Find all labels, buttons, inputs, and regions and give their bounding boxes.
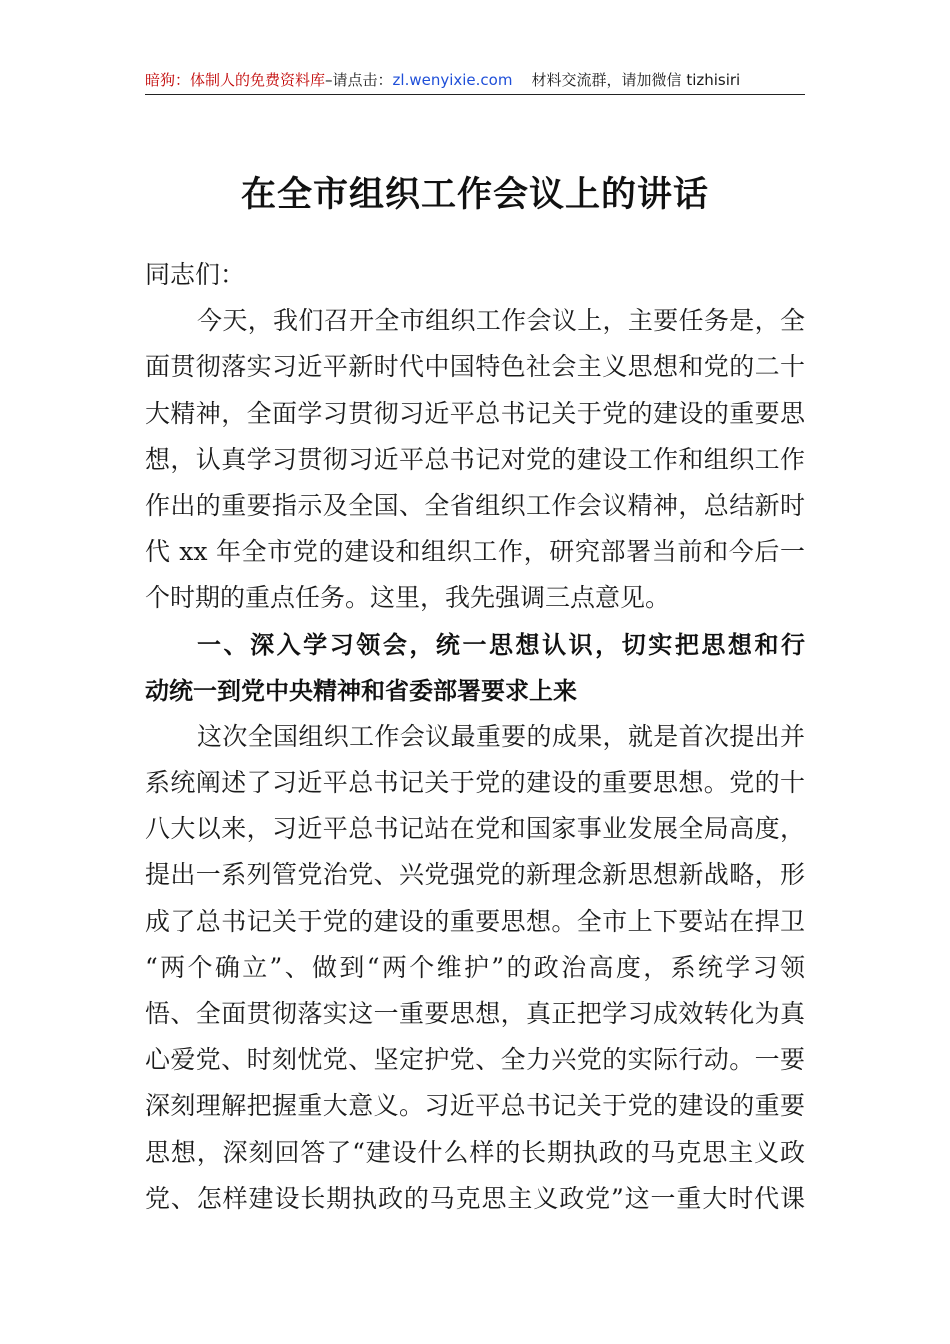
paragraph-2-line-5: 成了总书记关于党的建设的重要思想。全市上下要站在捍卫 [145,906,805,936]
section-heading-line-2: 动统一到党中央精神和省委部署要求上来 [145,676,577,705]
header-contact: 材料交流群，请加微信 tizhisiri [531,71,741,89]
header-brand: 暗狗：体制人的免费资料库 [145,71,326,89]
paragraph-2-line-1: 这次全国组织工作会议最重要的成果，就是首次提出并 [197,721,805,751]
paragraph-2-line-4: 提出一系列管党治党、兴党强党的新理念新思想新战略，形 [145,860,805,890]
paragraph-2-line-9: 深刻理解把握重大意义。习近平总书记关于党的建设的重要 [145,1091,805,1121]
header-divider [145,94,805,95]
section-heading-line-1: 一、深入学习领会，统一思想认识，切实把思想和行 [197,630,805,659]
paragraph-1-line-1: 今天，我们召开全市组织工作会议上，主要任务是，全 [197,306,805,336]
paragraph-1-line-5: 作出的重要指示及全国、全省组织工作会议精神，总结新时 [145,490,805,520]
document-body [145,252,805,1222]
header-prompt: –请点击： [325,71,393,89]
paragraph-1-line-6: 代 xx 年全市党的建设和组织工作，研究部署当前和今后一 [145,537,805,567]
salutation: 同志们： [145,260,246,289]
paragraph-2-line-2: 系统阐述了习近平总书记关于党的建设的重要思想。党的十 [145,768,805,798]
paragraph-1-line-3: 大精神，全面学习贯彻习近平总书记关于党的建设的重要思 [145,398,805,428]
paragraph-1-line-2: 面贯彻落实习近平新时代中国特色社会主义思想和党的二十 [145,352,805,382]
paragraph-2-line-3: 八大以来，习近平总书记站在党和国家事业发展全局高度， [145,814,805,844]
header-link[interactable]: zl.wenyixie.com [392,71,513,89]
page-header [145,66,805,94]
paragraph-2-line-10: 思想，深刻回答了“建设什么样的长期执政的马克思主义政 [145,1137,805,1167]
paragraph-2-line-8: 心爱党、时刻忧党、坚定护党、全力兴党的实际行动。一要 [145,1045,805,1075]
paragraph-2-line-11: 党、怎样建设长期执政的马克思主义政党”这一重大时代课 [145,1183,805,1213]
paragraph-2-line-6: “两个确立”、做到“两个维护”的政治高度，系统学习领 [145,952,805,982]
paragraph-1-line-7: 个时期的重点任务。这里，我先强调三点意见。 [145,583,671,613]
document-title: 在全市组织工作会议上的讲话 [240,174,709,215]
paragraph-1-line-4: 想，认真学习贯彻习近平总书记对党的建设工作和组织工作 [145,444,805,474]
paragraph-2-line-7: 悟、全面贯彻落实这一重要思想，真正把学习成效转化为真 [145,999,805,1028]
